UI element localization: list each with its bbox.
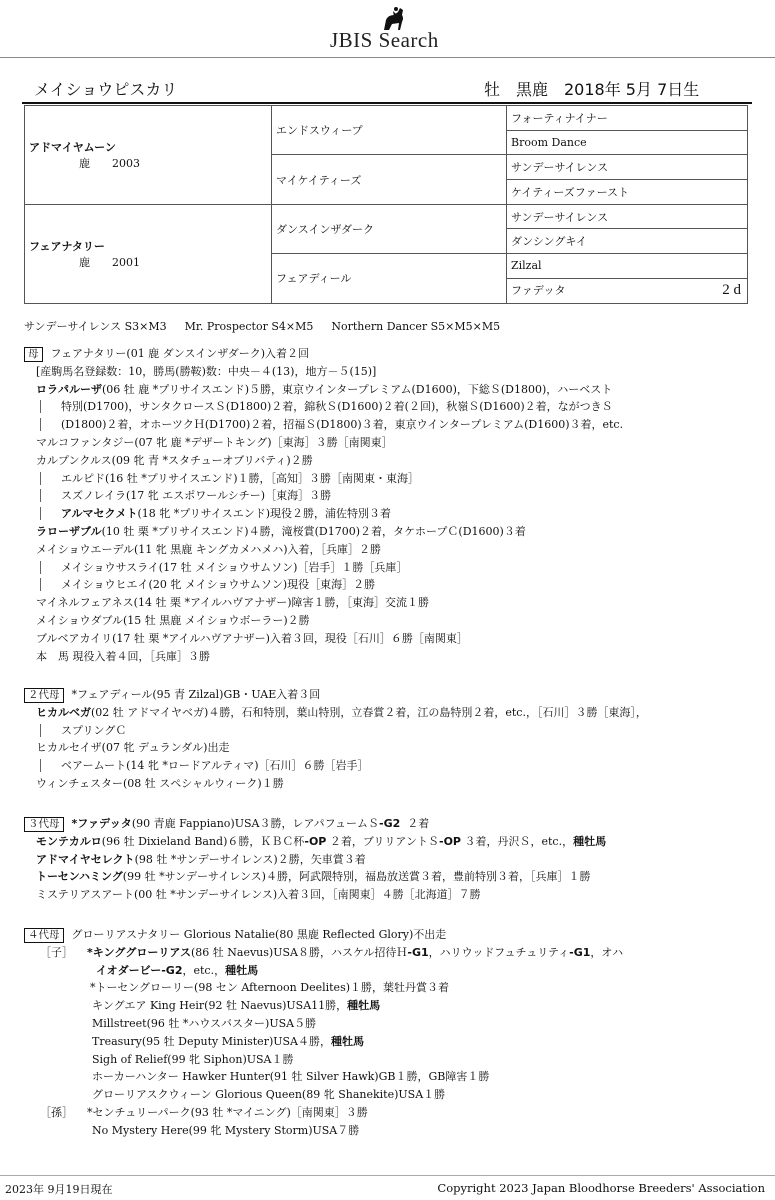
horse-info: 牡 黒鹿 2018年 5月 7日生	[484, 80, 700, 99]
list-item: No Mystery Here(99 牝 Mystery Storm)USA７勝	[92, 1123, 360, 1137]
list-item: ウィンチェスター(08 牡 スペシャルウィーク)１勝	[36, 776, 284, 790]
list-item: キングエア King Heir(92 牡 Naevus)USA11勝，種牡馬	[92, 999, 381, 1013]
list-item: Treasury(95 牡 Deputy Minister)USA４勝，種牡馬	[92, 1034, 364, 1048]
pedigree-gen3-5: サンデーサイレンス	[507, 204, 748, 229]
list-item: ラローザブル(10 牡 栗 *プリサイスエンド)４勝，滝桜賞(D1700)２着，タケホープＣ(D1600)３着	[36, 524, 526, 538]
jbis-logo[interactable]	[330, 6, 460, 54]
list-item: グローリアスクウィーン Glorious Queen(89 牝 Shanekite)USA１勝	[92, 1088, 446, 1102]
pedigree-sire-dam: マイケイティーズ	[272, 155, 507, 204]
pedigree-sire-sire: エンドスウィープ	[272, 106, 507, 155]
dam-section: 母 フェアナタリー(01 鹿 ダンスインザダーク)入着２回 [産駒馬名登録数：10，勝馬(勝鞍)数：中央－４(13)，地方－５(15)] ロラパルーザ(06 牡 鹿 *プリサイスエンド)５勝，東京ウインタープレミアム(D1600)，下総Ｓ(D1800)，ハーベスト 特別(D1700)，サンタクロースＳ(D1800)２着，錦秋Ｓ(D1600)２着(２回)，秋嶺Ｓ(D1600)２着，ながつきＳ (D1800)２着，オホーツクＨ(D1700)２着，招福Ｓ(D1800)３着，東京ウインタープレミアム(D1600)３着，etc. マルコファンタジー(07 牝 鹿 *デザートキング)［東海］３勝［南関東］ カルプンクルス(09 牝 青 *スタチューオブリバティ)２勝 エルピド(16 牡 *プリサイスエンド)１勝，［高知］３勝［南関東・東海］ スズノレイラ(17 牝 エスポワールシチー)［東海］３勝 アルマセクメト(18 牝 *プリサイスエンド)現役２勝，浦佐特別３着 ラローザブル(10 牡 栗 *プリサイスエンド)４勝，滝桜賞(D1700)２着，タケホープＣ(D1600)３着 メイショウエーデル(11 牝 黒鹿 キングカメハメハ)入着，［兵庫］２勝 メイショウサスライ(17 牡 メイショウサムソン)［岩手］１勝［兵庫］ メイショウヒエイ(20 牝 メイショウサムソン)現役［東海］２勝 マイネルフェアネス(14 牡 栗 *アイルハヴアナザー)障害１勝，［東海］交流１勝 メイショウダブル(15 牡 黒鹿 メイショウボーラー)２勝 ブルベアカイリ(17 牡 栗 *アイルハヴアナザー)入着３回，現役［石川］６勝［南関東］ 本 馬 現役入着４回，［兵庫］３勝	[24, 345, 744, 665]
list-item: ヒカルベガ(02 牡 アドマイヤベガ)４勝，石和特別，葉山特別，立春賞２着，江の島特別２着，etc.，［石川］３勝［東海］，	[36, 705, 647, 719]
pedigree-gen3-2: Broom Dance	[507, 130, 748, 155]
dosage-label: 2 d	[722, 282, 741, 299]
list-item: モンテカルロ(96 牡 Dixieland Band)６勝，ＫＢＣ杯-OP ２着，ブリリアントＳ-OP ３着，丹沢Ｓ，etc.，種牡馬	[36, 834, 607, 848]
list-item: Sigh of Relief(99 牝 Siphon)USA１勝	[92, 1052, 294, 1066]
logo-text: JBIS Search	[330, 28, 439, 52]
list-item: マルコファンタジー(07 牝 鹿 *デザートキング)［東海］３勝［南関東］	[36, 435, 393, 449]
pedigree-gen3-1: フォーティナイナー	[507, 106, 748, 131]
list-item: ［子］ *キンググローリアス(86 牡 Naevus)USA８勝，ハスケル招待Ｈ-G1，ハリウッドフュチュリティ-G1，オハ	[40, 945, 624, 959]
pedigree-gen3-8: ファデッタ 2 d	[507, 278, 748, 303]
footer-date: 2023年 9月19日現在	[5, 1183, 113, 1196]
list-item: ヒカルセイザ(07 牝 デュランダル)出走	[36, 741, 230, 755]
list-item: トーセンハミング(99 牡 *サンデーサイレンス)４勝，阿武隈特別，福島放送賞３着，豊前特別３着，［兵庫］１勝	[36, 870, 591, 884]
header-divider	[0, 57, 775, 58]
inbreeding-line: サンデーサイレンス S3×M3 Mr. Prospector S4×M5 Northern Dancer S5×M5×M5	[24, 320, 501, 333]
fourth-dam-section: ４代母 グローリアスナタリー Glorious Natalie(80 黒鹿 Reflected Glory)不出走 ［子］ *キンググローリアス(86 牡 Naevus)USA８勝，ハスケル招待Ｈ-G1，ハリウッドフュチュリティ-G1，オハ イオダービー-G2，etc.，種牡馬 *トーセングローリー(98 セン Afternoon Deelites)１勝，葉牡丹賞３着 キングエア King Heir(92 牡 Naevus)USA11勝，種牡馬 Millstreet(96 牡 *ハウスバスター)USA５勝 Treasury(95 牡 Deputy Minister)USA４勝，種牡馬 Sigh of Relief(99 牝 Siphon)USA１勝 ホーカーハンター Hawker Hunter(91 牡 Silver Hawk)GB１勝，GB障害１勝 グローリアスクウィーン Glorious Queen(89 牝 Shanekite)USA１勝 ［孫］ *センチュリーパーク(93 牡 *マイニング)［南関東］３勝 No Mystery Here(99 牝 Mystery Storm)USA７勝	[24, 926, 744, 1140]
pedigree-gen3-3: サンデーサイレンス	[507, 155, 748, 180]
list-item: 本 馬 現役入着４回，［兵庫］３勝	[36, 649, 210, 663]
list-item: カルプンクルス(09 牝 青 *スタチューオブリバティ)２勝	[36, 453, 313, 467]
list-item: Millstreet(96 牡 *ハウスバスター)USA５勝	[92, 1016, 317, 1030]
list-item: ホーカーハンター Hawker Hunter(91 牡 Silver Hawk)GB１勝，GB障害１勝	[92, 1070, 490, 1084]
list-item: メイショウダブル(15 牡 黒鹿 メイショウボーラー)２勝	[36, 613, 310, 627]
list-item: マイネルフェアネス(14 牡 栗 *アイルハヴアナザー)障害１勝，［東海］交流１勝	[36, 596, 429, 610]
pedigree-gen3-6: ダンシングキイ	[507, 229, 748, 254]
list-item: ［孫］ *センチュリーパーク(93 牡 *マイニング)［南関東］３勝	[40, 1105, 368, 1119]
pedigree-sire: アドマイヤムーン 鹿 2003	[25, 106, 272, 205]
title-divider	[22, 102, 752, 104]
list-item: ロラパルーザ(06 牡 鹿 *プリサイスエンド)５勝，東京ウインタープレミアム(D1600)，下総Ｓ(D1800)，ハーベスト	[36, 382, 613, 396]
third-dam-section: ３代母 *ファデッタ(90 青鹿 Fappiano)USA３勝，レアパフュームＳ-G2 ２着 モンテカルロ(96 牡 Dixieland Band)６勝，ＫＢＣ杯-OP ２着，ブリリアントＳ-OP ３着，丹沢Ｓ，etc.，種牡馬 アドマイヤセレクト(98 牡 *サンデーサイレンス)２勝，矢車賞３着 トーセンハミング(99 牡 *サンデーサイレンス)４勝，阿武隈特別，福島放送賞３着，豊前特別３着，［兵庫］１勝 ミステリアスアート(00 牡 *サンデーサイレンス)入着３回，［南関東］４勝［北海道］７勝	[24, 815, 744, 904]
list-item: アドマイヤセレクト(98 牡 *サンデーサイレンス)２勝，矢車賞３着	[36, 852, 366, 866]
pedigree-gen3-4: ケイティーズファースト	[507, 180, 748, 205]
section-tag: 母	[24, 347, 43, 362]
pedigree-table	[24, 105, 748, 304]
horse-name: メイショウピスカリ	[34, 80, 178, 99]
second-dam-section: ２代母 *フェアディール(95 青 Zilzal)GB・UAE入着３回 ヒカルベガ(02 牡 アドマイヤベガ)４勝，石和特別，葉山特別，立春賞２着，江の島特別２着，etc.，［石川］３勝［東海］， スプリングＣ ヒカルセイザ(07 牝 デュランダル)出走 ベアームート(14 牝 *ロードアルティマ)［石川］６勝［岩手］ ウィンチェスター(08 牡 スペシャルウィーク)１勝	[24, 686, 744, 793]
pedigree-dam: フェアナタリー 鹿 2001	[25, 204, 272, 303]
pedigree-dam-dam: フェアディール	[272, 254, 507, 303]
section-tag: ２代母	[24, 688, 64, 703]
footer-divider	[0, 1175, 775, 1176]
list-item: メイショウエーデル(11 牝 黒鹿 キングカメハメハ)入着，［兵庫］２勝	[36, 542, 382, 556]
list-item: ブルベアカイリ(17 牡 栗 *アイルハヴアナザー)入着３回，現役［石川］６勝［南関東］	[36, 631, 468, 645]
section-tag: ４代母	[24, 928, 64, 943]
pedigree-gen3-7: Zilzal	[507, 254, 748, 279]
pedigree-dam-sire: ダンスインザダーク	[272, 204, 507, 253]
footer-copyright: Copyright 2023 Japan Bloodhorse Breeders' Association	[437, 1181, 765, 1195]
page-header	[0, 0, 775, 58]
list-item: *トーセングローリー(98 セン Afternoon Deelites)１勝，葉牡丹賞３着	[90, 981, 450, 995]
list-item: ミステリアスアート(00 牡 *サンデーサイレンス)入着３回，［南関東］４勝［北海道］７勝	[36, 888, 481, 902]
section-tag: ３代母	[24, 817, 64, 832]
